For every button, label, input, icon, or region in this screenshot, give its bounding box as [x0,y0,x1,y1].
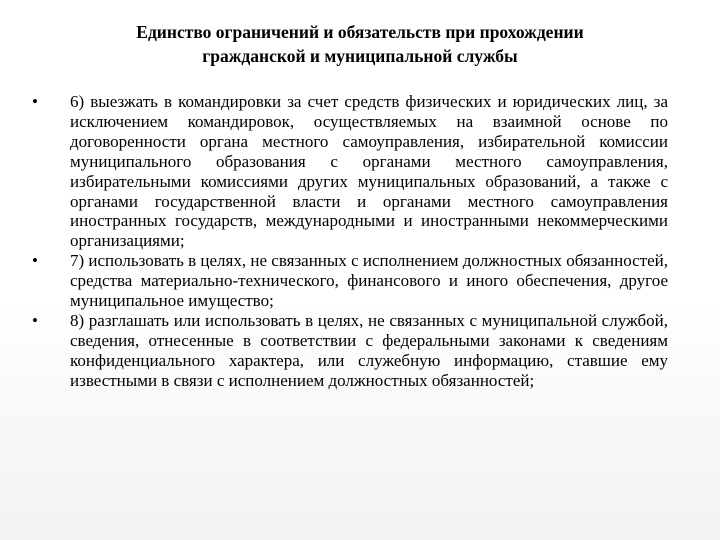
bullet-dot-icon: • [32,92,38,111]
bullet-text: 8) разглашать или использовать в целях, не связанных с муниципальной службой, сведения, отнесенные в соответствии с федеральными законами к сведениям конфиденциального характера, или служебную информацию, ставшие ему известными в связи с исполнением должностных обязанностей; [70,310,668,390]
bullet-text: 6) выезжать в командировки за счет средств физических и юридических лиц, за исключением командировок, осуществляемых на взаимной основе по договоренности органа местного самоуправления, избирательной комиссии муниципального образования с органами местного самоуправления, избирательными комиссиями других муниципальных образований, а также с органами государственной власти и органами местного самоуправления иностранных государств, международными и иностранными некоммерческими организациями; [70,92,668,251]
slide-title [80,20,640,68]
bullet-item-7 [28,251,668,311]
bullet-dot-icon: • [32,251,38,271]
title-line-1: Единство ограничений и обязательств при прохождении [136,22,584,42]
title-line-2: гражданской и муниципальной службы [202,46,518,66]
bullet-item-8 [28,311,668,391]
bullet-item-6 [28,92,668,251]
bullet-text: 7) использовать в целях, не связанных с исполнением должностных обязанностей, средства материально-технического, финансового и иного обеспечения, другое муниципальное имущество; [70,251,668,311]
bullet-list [28,92,668,391]
bullet-dot-icon: • [32,310,38,330]
